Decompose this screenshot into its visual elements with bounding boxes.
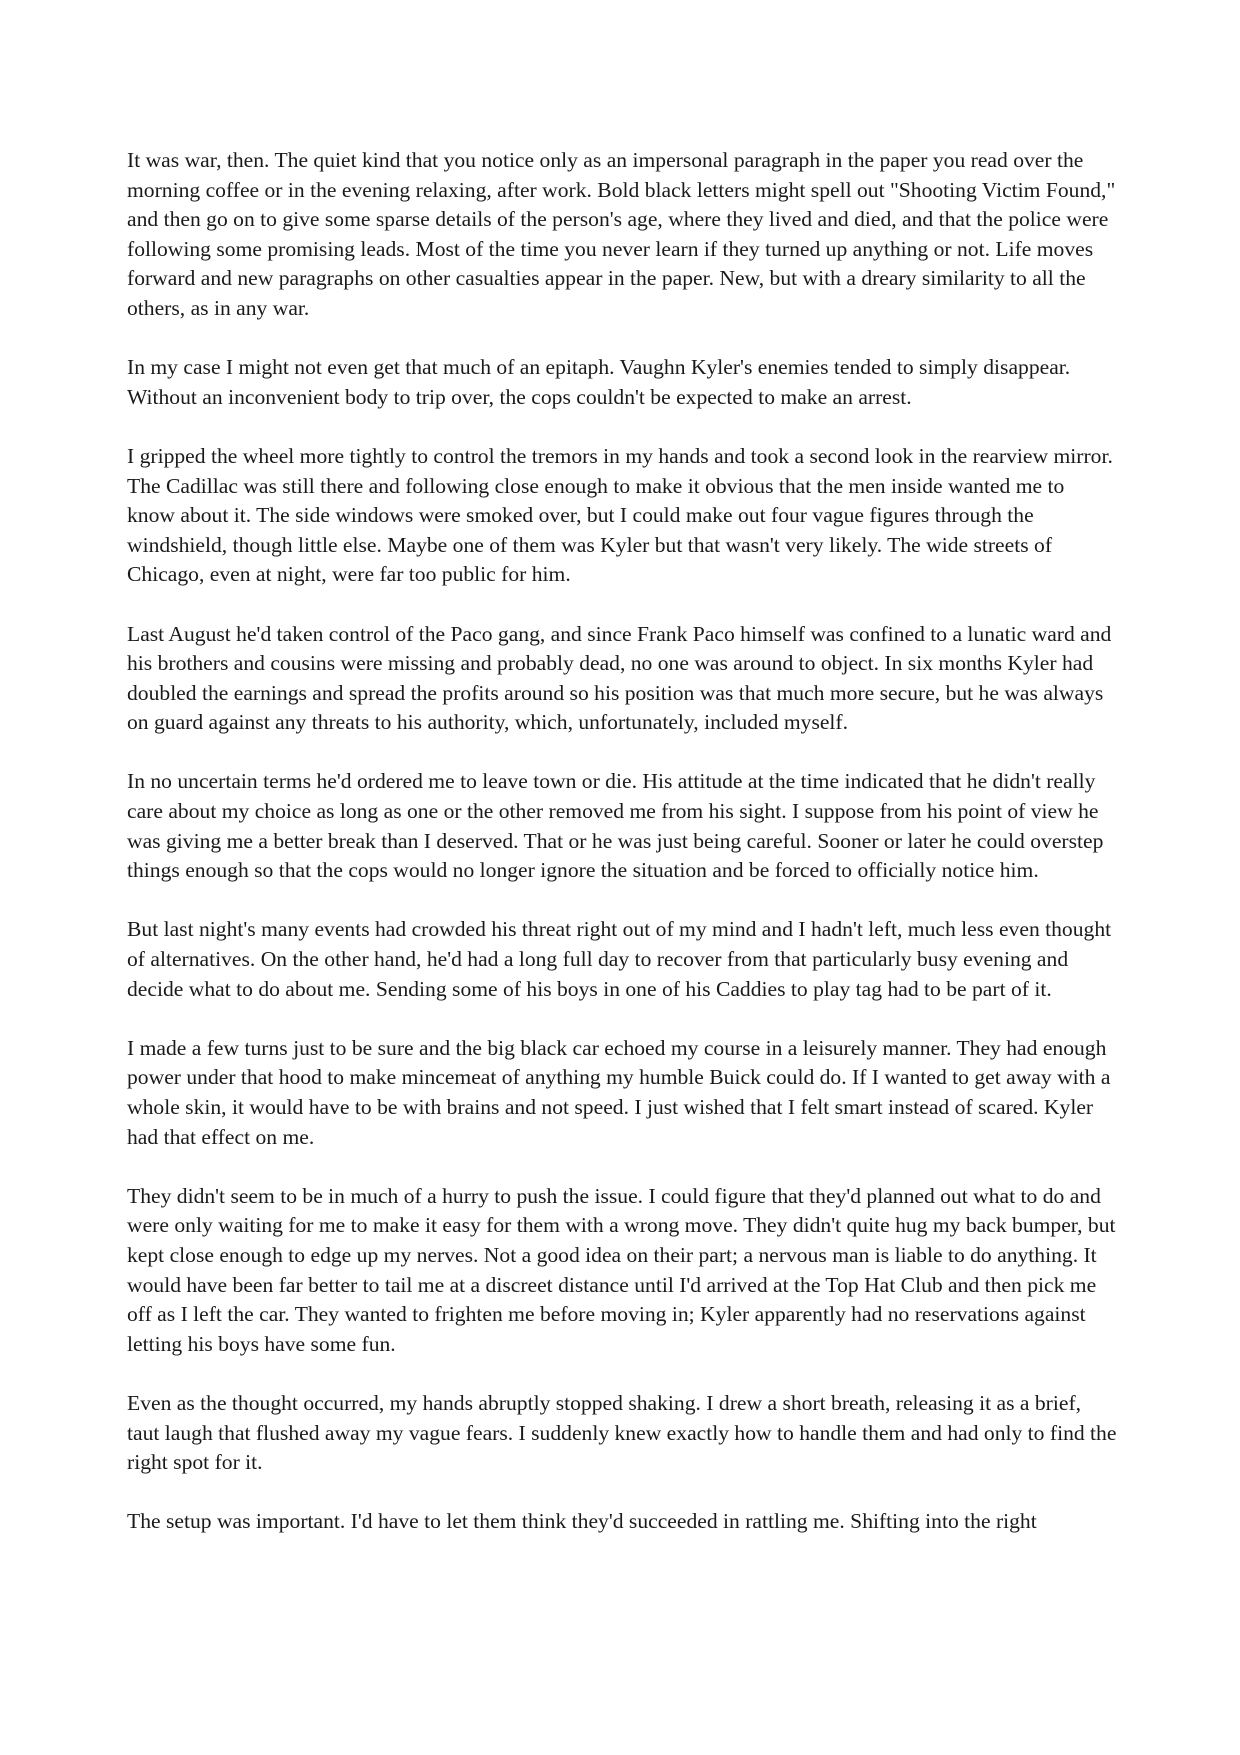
paragraph-10: The setup was important. I'd have to let them think they'd succeeded in rattling me. Shifting into the right [127,1509,1037,1534]
paragraph-5: In no uncertain terms he'd ordered me to leave town or die. His attitude at the time indicated that he didn't really care about my choice as long as one or the other removed me from his sight. I suppose from his point of view he was giving me a better break than I deserved. That or he was just being careful. Sooner or later he could overstep things enough so that the cops would no longer ignore the situation and be forced to officially notice him. [127,769,1104,883]
paragraph-9: Even as the thought occurred, my hands abruptly stopped shaking. I drew a short breath, releasing it as a brief, taut laugh that flushed away my vague fears. I suddenly knew exactly how to handle them and had only to find the right spot for it. [127,1390,1117,1475]
document-page [127,146,1117,1537]
paragraph-3: I gripped the wheel more tightly to control the tremors in my hands and took a second look in the rearview mirror. The Cadillac was still there and following close enough to make it obvious that the men inside wanted me to know about it. The side windows were smoked over, but I could make out four vague figures through the windshield, though little else. Maybe one of them was Kyler but that wasn't very likely. The wide streets of Chicago, even at night, were far too public for him. [127,443,1113,587]
paragraph-7: I made a few turns just to be sure and the big black car echoed my course in a leisurely manner. They had enough power under that hood to make mincemeat of anything my humble Buick could do. If I wanted to get away with a whole skin, it would have to be with brains and not speed. I just wished that I felt smart instead of scared. Kyler had that effect on me. [127,1035,1111,1149]
paragraph-8: They didn't seem to be in much of a hurry to push the issue. I could figure that they'd planned out what to do and were only waiting for me to make it easy for them with a wrong move. They didn't quite hug my back bumper, but kept close enough to edge up my nerves. Not a good idea on their part; a nervous man is liable to do anything. It would have been far better to tail me at a discreet distance until I'd arrived at the Top Hat Club and then pick me off as I left the car. They wanted to frighten me before moving in; Kyler apparently had no reservations against letting his boys have some fun. [127,1183,1116,1356]
paragraph-1: It was war, then. The quiet kind that you notice only as an impersonal paragraph in the paper you read over the morning coffee or in the evening relaxing, after work. Bold black letters might spell out "Shooting Victim Found," and then go on to give some sparse details of the person's age, where they lived and died, and that the police were following some promising leads. Most of the time you never learn if they turned up anything or not. Life moves forward and new paragraphs on other casualties appear in the paper. New, but with a dreary similarity to all the others, as in any war. [127,148,1116,320]
paragraph-4: Last August he'd taken control of the Paco gang, and since Frank Paco himself was confined to a lunatic ward and his brothers and cousins were missing and probably dead, no one was around to object. In six months Kyler had doubled the earnings and spread the profits around so his position was that much more secure, but he was always on guard against any threats to his authority, which, unfortunately, included myself. [127,621,1112,735]
paragraph-6: But last night's many events had crowded his threat right out of my mind and I hadn't left, much less even thought of alternatives. On the other hand, he'd had a long full day to recover from that particularly busy evening and decide what to do about me. Sending some of his boys in one of his Caddies to play tag had to be part of it. [127,917,1112,1001]
paragraph-2: In my case I might not even get that much of an epitaph. Vaughn Kyler's enemies tended to simply disappear. Without an inconvenient body to trip over, the cops couldn't be expected to make an arrest. [127,355,1071,409]
